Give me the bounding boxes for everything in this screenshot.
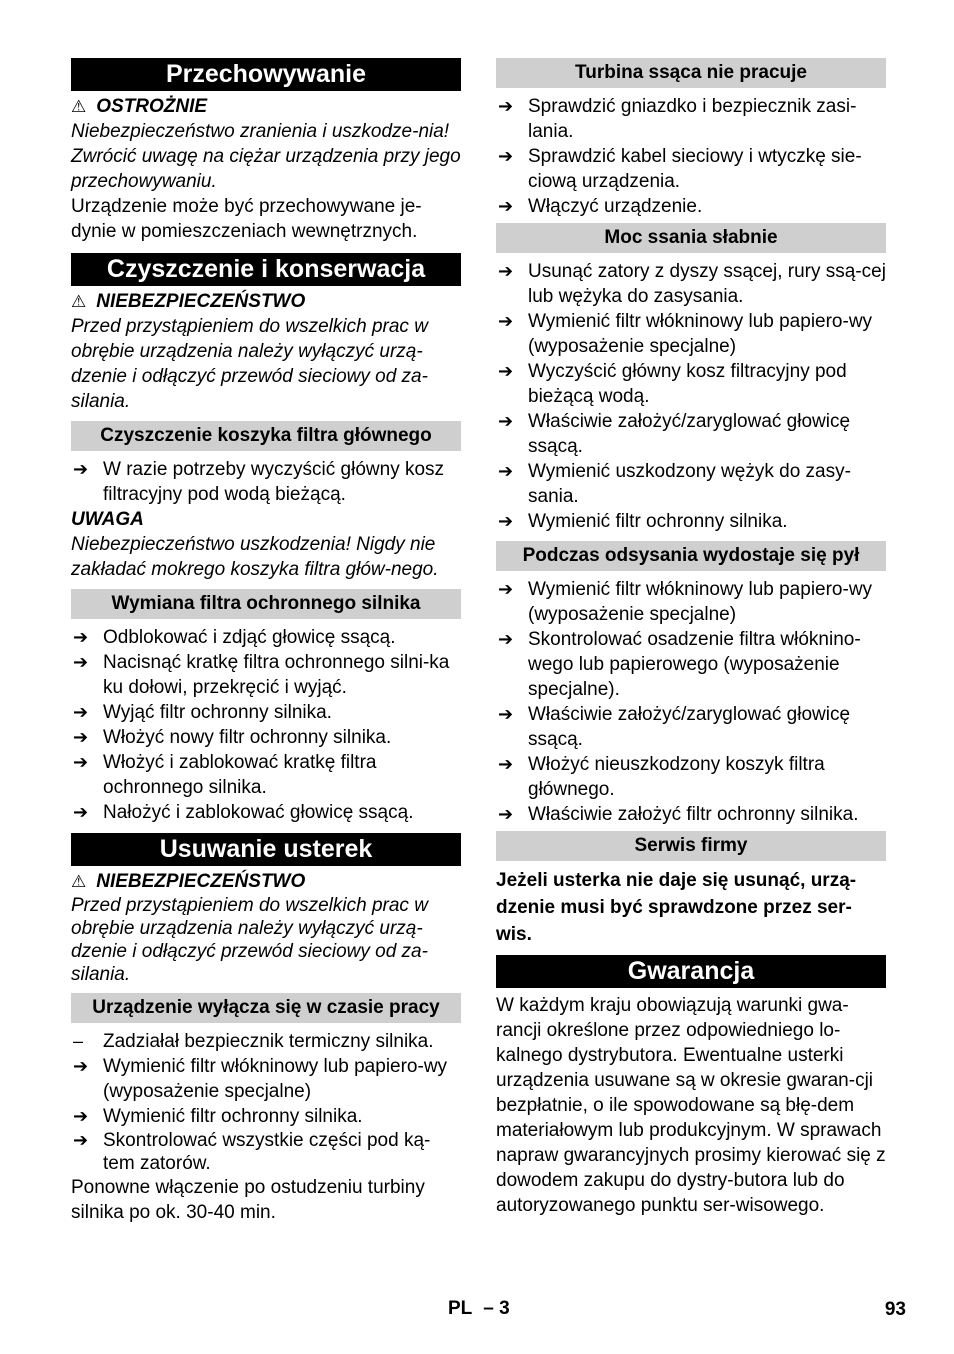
list-item: ➔ Wymienić uszkodzony wężyk do zasy-sania. — [498, 461, 851, 507]
restart-text: Ponowne włączenie po ostudzeniu turbiny silnika po ok. 30-40 min. — [71, 1177, 425, 1223]
warning-danger-cleaning — [71, 289, 461, 314]
list-item: ➔ Sprawdzić kabel sieciowy i wtyczkę sie-ciową urządzenia. — [498, 146, 862, 192]
motor-filter-steps — [71, 625, 461, 825]
warning-triangle-icon: ⚠ — [71, 872, 87, 891]
warning-label: NIEBEZPIECZEŃSTWO — [96, 291, 306, 312]
arrow-icon: ➔ — [73, 1130, 89, 1150]
warning-triangle-icon: ⚠ — [71, 292, 87, 311]
list-item: ➔ Wymienić filtr włókninowy lub papiero-wy (wyposażenie specjalne) — [498, 579, 873, 625]
subheading-motor-filter: Wymiana filtra ochronnego silnika — [71, 589, 461, 619]
arrow-icon: ➔ — [498, 146, 514, 166]
arrow-icon: ➔ — [73, 652, 89, 672]
arrow-icon: ➔ — [498, 261, 514, 281]
arrow-icon: ➔ — [73, 627, 89, 647]
arrow-icon: ➔ — [73, 727, 89, 747]
note-label: UWAGA — [71, 509, 144, 530]
arrow-icon: ➔ — [498, 754, 514, 774]
arrow-icon: ➔ — [73, 459, 89, 479]
footer-section — [448, 1296, 510, 1321]
heading-cleaning: Czyszczenie i konserwacja — [71, 253, 461, 286]
list-item: ➔ Właściwie założyć/zaryglować głowicę ssącą. — [498, 704, 851, 750]
subheading-basket: Czyszczenie koszyka filtra głównego — [71, 421, 461, 451]
warning-triangle-icon: ⚠ — [71, 97, 87, 116]
arrow-icon: ➔ — [498, 704, 514, 724]
arrow-icon: ➔ — [73, 752, 89, 772]
suction-steps — [496, 259, 886, 534]
subheading-turbine: Turbina ssąca nie pracuje — [496, 58, 886, 88]
arrow-icon: ➔ — [498, 629, 514, 649]
subheading-service: Serwis firmy — [496, 831, 886, 861]
list-item: ➔ Wyjąć filtr ochronny silnika. — [73, 702, 332, 723]
arrow-icon: ➔ — [498, 196, 514, 216]
arrow-icon: ➔ — [498, 579, 514, 599]
service-text: Jeżeli usterka nie daje się usunąć, urzą-dzenie musi być sprawdzone przez ser-wis. — [496, 870, 857, 945]
turbine-steps — [496, 94, 886, 219]
list-item: ➔ Nacisnąć kratkę filtra ochronnego silni-ka ku dołowi, przekręcić i wyjąć. — [73, 652, 450, 698]
switches-off-steps — [71, 1029, 461, 1175]
footer-section-page: – 3 — [483, 1298, 510, 1319]
list-item: ➔ Skontrolować osadzenie filtra włóknino-wego lub papierowego (wyposażenie specjalne). — [498, 629, 861, 700]
basket-steps — [71, 457, 461, 507]
list-item: ➔ Usunąć zatory z dyszy ssącej, rury ssą-cej lub wężyka do zasysania. — [498, 261, 886, 307]
subheading-suction: Moc ssania słabnie — [496, 223, 886, 253]
list-item: – Zadziałał bezpiecznik termiczny silnika. — [73, 1031, 434, 1052]
arrow-icon: ➔ — [498, 411, 514, 431]
arrow-icon: ➔ — [73, 702, 89, 722]
arrow-icon: ➔ — [498, 511, 514, 531]
arrow-icon: ➔ — [73, 802, 89, 822]
list-item: ➔ Włożyć i zablokować kratkę filtra ochronnego silnika. — [73, 752, 377, 798]
dust-steps — [496, 577, 886, 827]
list-item: ➔ Wymienić filtr ochronny silnika. — [73, 1106, 363, 1127]
heading-troubleshooting: Usuwanie usterek — [71, 833, 461, 866]
arrow-icon: ➔ — [498, 311, 514, 331]
heading-warranty: Gwarancja — [496, 955, 886, 988]
list-item: ➔ Odblokować i zdjąć głowicę ssącą. — [73, 627, 396, 648]
arrow-icon: ➔ — [498, 361, 514, 381]
arrow-icon: ➔ — [498, 804, 514, 824]
list-item: ➔ Sprawdzić gniazdko i bezpiecznik zasi-lania. — [498, 96, 857, 142]
list-item: ➔ Włożyć nieuszkodzony koszyk filtra głównego. — [498, 754, 825, 800]
list-item: ➔ Włączyć urządzenie. — [498, 196, 703, 217]
storage-text: Urządzenie może być przechowywane je-dynie w pomieszczeniach wewnętrznych. — [71, 196, 422, 242]
heading-storage: Przechowywanie — [71, 58, 461, 91]
list-item: ➔ Skontrolować wszystkie części pod ką-tem zatorów. — [73, 1130, 431, 1174]
arrow-icon: ➔ — [498, 96, 514, 116]
warranty-text: W każdym kraju obowiązują warunki gwa-rancji określone przez odpowiedniego lo-kalnego dystrybutora. Ewentualne usterki urządzenia usuwane są w okresie gwaran-cji bezpłatnie, o ile spowodowane są błę-dem materiałowym lub produkcyjnym. W sprawach napraw gwarancyjnych prosimy kierować się z dowodem zakupu do dystry-butora lub do autoryzowanego punktu ser-wisowego. — [496, 995, 886, 1216]
arrow-icon: ➔ — [498, 461, 514, 481]
warning-label: OSTROŻNIE — [96, 96, 208, 117]
arrow-icon: ➔ — [73, 1056, 89, 1076]
cleaning-warning-text: Przed przystąpieniem do wszelkich prac w obrębie urządzenia należy wyłączyć urzą-dzenie i odłączyć przewód sieciowy od za-silania. — [71, 316, 428, 412]
warning-danger-troubleshooting — [71, 869, 461, 894]
list-item: ➔ Wymienić filtr włókninowy lub papiero-wy (wyposażenie specjalne) — [498, 311, 873, 357]
list-item: ➔ Włożyć nowy filtr ochronny silnika. — [73, 727, 392, 748]
list-item: ➔ Właściwie założyć/zaryglować głowicę ssącą. — [498, 411, 851, 457]
arrow-icon: ➔ — [73, 1106, 89, 1126]
left-column — [71, 58, 461, 1225]
subheading-dust: Podczas odsysania wydostaje się pył — [496, 541, 886, 571]
list-item: ➔ W razie potrzeby wyczyścić główny kosz filtracyjny pod wodą bieżącą. — [73, 459, 445, 505]
list-item: ➔ Wymienić filtr ochronny silnika. — [498, 511, 788, 532]
storage-warning-text: Niebezpieczeństwo zranienia i uszkodze-nia! Zwrócić uwagę na ciężar urządzenia przy jego przechowywaniu. — [71, 121, 461, 192]
page-number: 93 — [884, 1299, 906, 1320]
warning-caution — [71, 94, 461, 119]
subheading-switches-off: Urządzenie wyłącza się w czasie pracy — [71, 993, 461, 1023]
list-item: ➔ Nałożyć i zablokować głowicę ssącą. — [73, 802, 414, 823]
right-column — [496, 58, 886, 1218]
troubleshooting-warning-text: Przed przystąpieniem do wszelkich prac w obrębie urządzenia należy wyłączyć urzą-dzenie i odłączyć przewód sieciowy od za-silania. — [71, 895, 428, 985]
note-text: Niebezpieczeństwo uszkodzenia! Nigdy nie zakładać mokrego koszyka filtra głów-nego. — [71, 534, 439, 580]
list-item: ➔ Wymienić filtr włókninowy lub papiero-wy (wyposażenie specjalne) — [73, 1056, 448, 1102]
list-item: ➔ Wyczyścić główny kosz filtracyjny pod bieżącą wodą. — [498, 361, 847, 407]
warning-label: NIEBEZPIECZEŃSTWO — [96, 871, 306, 892]
footer-language: PL — [448, 1298, 472, 1319]
list-item: ➔ Właściwie założyć filtr ochronny silnika. — [498, 804, 859, 825]
